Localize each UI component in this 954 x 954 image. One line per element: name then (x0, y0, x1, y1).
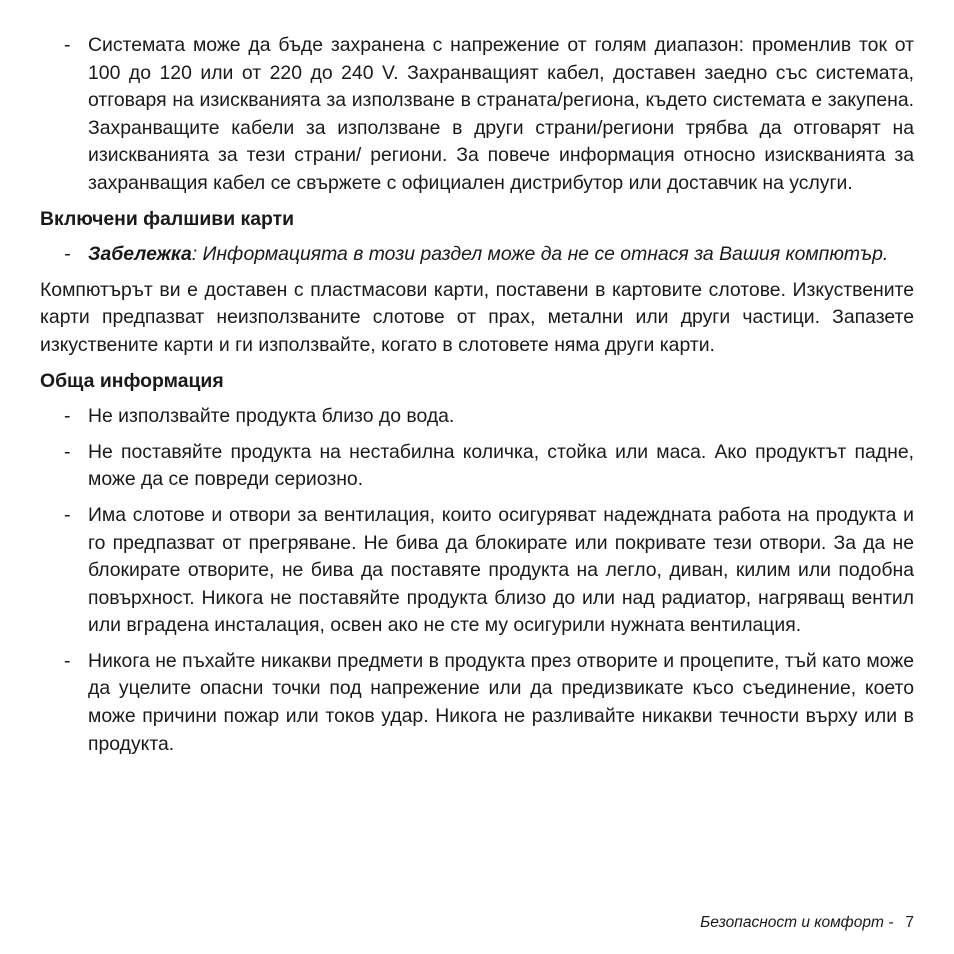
bullet-text: Не поставяйте продукта на нестабилна количка, стойка или маса. Ако продуктът падне, може да се повреди сериозно. (88, 440, 914, 491)
bullet-dash: - (64, 405, 71, 428)
page-number: 7 (905, 914, 914, 931)
bullet-text: Системата може да бъде захранена с напрежение от голям диапазон: променлив ток от 100 до 120 или от 220 до 240 V. Захранващият кабел, доставен заедно със системата, отговаря на изискванията за използване в страната/региона, където системата е закупена. Захранващите кабели за използване в други страни/региони трябва да отговарят на изискванията за тези страни/ региони. За повече информация относно изискванията за захранващия кабел се свържете с официален дистрибутор или доставчик на услуги. (88, 34, 914, 194)
list-item (40, 439, 914, 494)
list-item (40, 403, 914, 431)
bullet-dash: - (64, 34, 71, 56)
bullet-text: Има слотове и отвори за вентилация, които осигуряват надеждната работа на продукта и го предпазват от прегряване. Не бива да блокирате или покривате тези отвори. За да не блокирате отворите, не бива да поставяте продукта на легло, диван, килим или подобна повърхност. Никога не поставяйте продукта близо до или над радиатор, нагряващ вентил или вградена инсталация, освен ако не сте му осигурили нужната вентилация. (88, 503, 914, 637)
page-footer (700, 914, 914, 932)
list-item (40, 648, 914, 758)
bullet-dash: - (64, 440, 71, 463)
bullet-dash: - (64, 503, 71, 526)
bullet-text: Не използвайте продукта близо до вода. (88, 405, 455, 428)
section-heading-general-info: Обща информация (40, 369, 224, 392)
bullet-dash: - (64, 243, 71, 266)
list-item (40, 502, 914, 640)
section-heading-fake-cards: Включени фалшиви карти (40, 207, 295, 230)
bullet-text: Никога не пъхайте никакви предмети в продукта през отворите и процепите, тъй като може да уцелите опасни точки под напрежение или да предизвикате късо съединение, което може причини пожар или токов удар. Никога не разливайте никакви течности върху или в продукта. (88, 649, 914, 755)
paragraph-fake-cards: Компютърът ви е доставен с пластмасови карти, поставени в картовите слотове. Изкуствените карти предпазват неизползваните слотове от прах, метални или други частици. Запазете изкуствените карти и ги използвайте, когато в слотовете няма други карти. (40, 278, 914, 356)
list-item (40, 32, 914, 198)
note-item (40, 241, 914, 269)
footer-title: Безопасност и комфорт - (700, 914, 894, 931)
bullet-dash: - (64, 649, 71, 672)
page-body (40, 32, 914, 766)
note-label: Забележка (88, 243, 192, 266)
note-text: : Информацията в този раздел може да не се отнася за Вашия компютър. (191, 243, 889, 266)
